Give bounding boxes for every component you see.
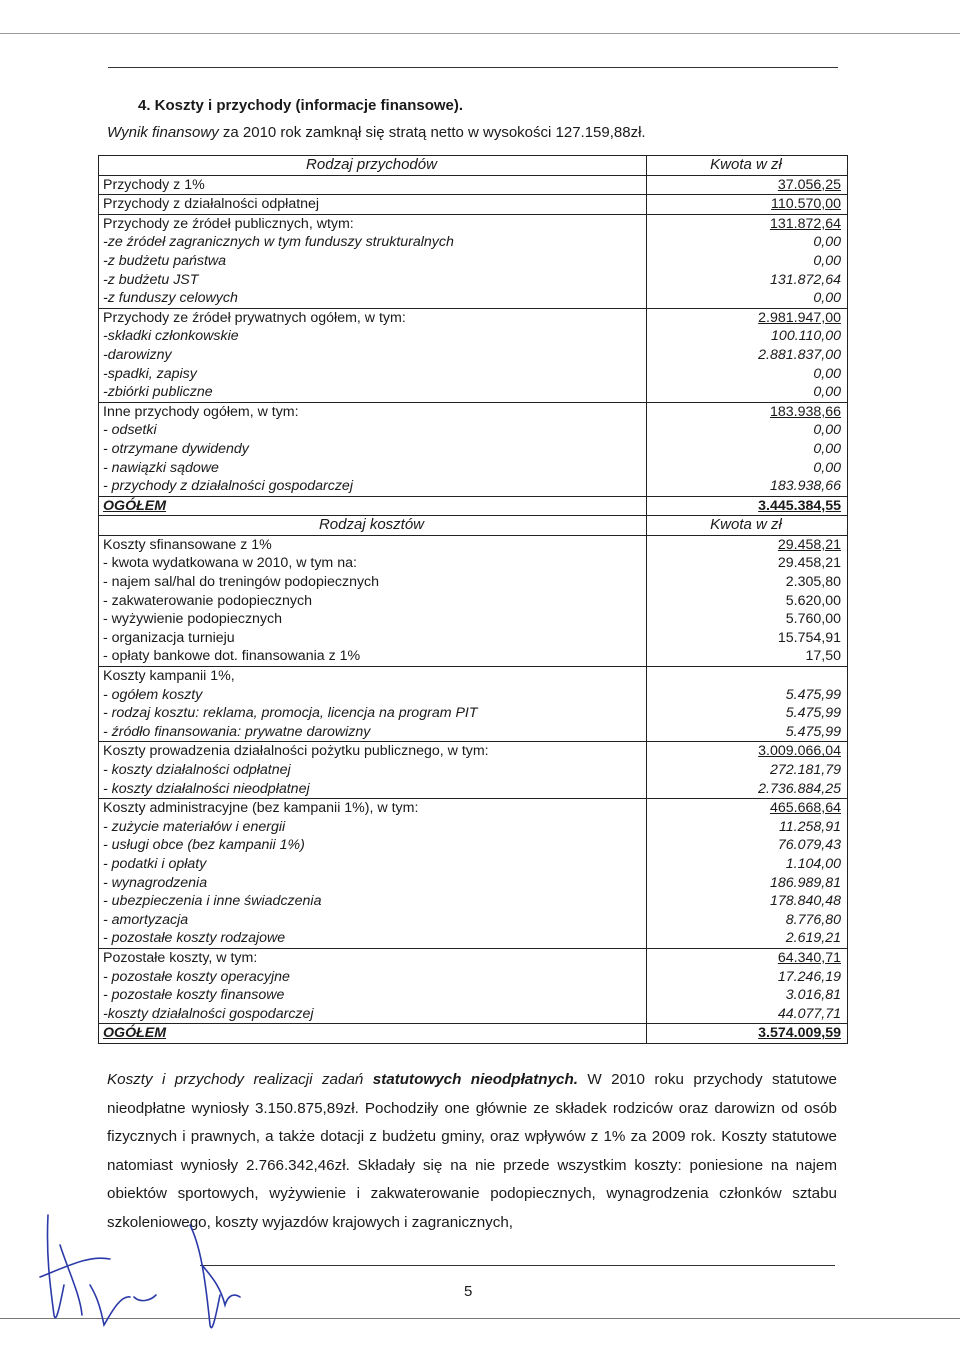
- cost-row-label: - koszty działalności nieodpłatnej: [103, 780, 310, 797]
- cost-row: [99, 948, 848, 967]
- income-row-label: Przychody ze źródeł publicznych, wtym:: [99, 214, 647, 233]
- income-row: [99, 195, 848, 215]
- section-heading: 4. Koszty i przychody (informacje finansowe).: [138, 97, 464, 114]
- footer-rule: [200, 1265, 835, 1266]
- income-row-label: -z funduszy celowych: [103, 290, 238, 307]
- financial-summary: [107, 124, 646, 141]
- cost-row-value: 17,50: [647, 647, 848, 666]
- cost-row: [99, 667, 848, 686]
- cost-row-label: - pozostałe koszty rodzajowe: [103, 930, 286, 947]
- cost-row-value: 15.754,91: [647, 629, 848, 648]
- cost-row-label: - ogółem koszty: [103, 686, 203, 703]
- income-row-value: 0,00: [647, 440, 848, 459]
- income-row-value: 0,00: [647, 383, 848, 402]
- cost-row: [99, 554, 848, 573]
- income-header-label: Rodzaj przychodów: [99, 156, 647, 176]
- income-row-value: 131.872,64: [647, 271, 848, 290]
- cost-total-value: 3.574.009,59: [647, 1024, 848, 1044]
- cost-row-label: - wyżywienie podopiecznych: [103, 611, 283, 628]
- income-row: [99, 175, 848, 195]
- cost-row-label: - ubezpieczenia i inne świadczenia: [103, 893, 322, 910]
- income-row-value: 183.938,66: [647, 402, 848, 421]
- cost-row-label: - opłaty bankowe dot. finansowania z 1%: [103, 648, 361, 665]
- cost-row: [99, 855, 848, 874]
- cost-row-value: 5.475,99: [647, 686, 848, 705]
- income-row-label: -składki członkowskie: [103, 328, 239, 345]
- paragraph-bold-lead: statutowych nieodpłatnych.: [372, 1071, 578, 1088]
- income-row-label: -z budżetu państwa: [103, 252, 227, 269]
- income-row-value: 183.938,66: [647, 477, 848, 496]
- paragraph-italic-lead: Koszty i przychody realizacji zadań: [107, 1071, 373, 1088]
- cost-row: [99, 592, 848, 611]
- income-row: [99, 289, 848, 308]
- income-row-value: 0,00: [647, 233, 848, 252]
- cost-row-value: 5.475,99: [647, 723, 848, 742]
- cost-row-label: Koszty prowadzenia działalności pożytku publicznego, w tym:: [99, 742, 647, 761]
- cost-row: [99, 610, 848, 629]
- cost-row-value: 465.668,64: [647, 799, 848, 818]
- cost-row-value: 64.340,71: [647, 948, 848, 967]
- cost-row: [99, 911, 848, 930]
- cost-row-label: - amortyzacja: [103, 911, 189, 928]
- paragraph-text: W 2010 roku przychody statutowe nieodpłatne wyniosły 3.150.875,89zł. Pochodziły one głównie ze składek rodziców oraz darowizn od osób fizycznych i prawnych, a także dotacji z budżetu gminy, oraz wpływów z 1% za 2009 rok. Koszty statutowe natomiast wyniosły 2.766.342,46zł. Składały się na nie przede wszystkim koszty: poniesione na najem obiektów sportowych, wyżywienie i zakwaterowanie podopiecznych, wynagrodzenia członków sztabu szkoleniowego, koszty wyjazdów krajowych i zagranicznych,: [107, 1071, 837, 1231]
- income-row-label: - nawiązki sądowe: [103, 459, 219, 476]
- income-row-value: 100.110,00: [647, 327, 848, 346]
- income-row-label: Przychody z działalności odpłatnej: [99, 195, 647, 215]
- cost-row-label: -koszty działalności gospodarczej: [103, 1005, 314, 1022]
- cost-row-label: - wynagrodzenia: [103, 874, 208, 891]
- income-total-label: OGÓŁEM: [99, 496, 647, 516]
- income-row-label: - odsetki: [103, 422, 157, 439]
- top-rule: [0, 33, 960, 34]
- cost-row-label: - podatki i opłaty: [103, 855, 207, 872]
- cost-row-label: - źródło finansowania: prywatne darowizny: [103, 723, 371, 740]
- cost-row: [99, 1005, 848, 1024]
- cost-row-label: - rodzaj kosztu: reklama, promocja, licencja na program PIT: [103, 705, 478, 722]
- cost-row: [99, 986, 848, 1005]
- cost-row: [99, 629, 848, 648]
- cost-row-value: 44.077,71: [647, 1005, 848, 1024]
- cost-row-label: - koszty działalności odpłatnej: [103, 762, 291, 778]
- income-row: [99, 383, 848, 402]
- cost-row: [99, 929, 848, 948]
- cost-row: [99, 535, 848, 554]
- income-row: [99, 459, 848, 478]
- income-row: [99, 233, 848, 252]
- cost-row-value: 2.305,80: [647, 573, 848, 592]
- cost-row-value: 11.258,91: [647, 818, 848, 837]
- cost-header-row: [99, 516, 848, 536]
- income-row: [99, 440, 848, 459]
- cost-row-value: 1.104,00: [647, 855, 848, 874]
- cost-row-label: - zakwaterowanie podopiecznych: [103, 592, 312, 609]
- cost-row-label: - kwota wydatkowana w 2010, w tym na:: [103, 555, 357, 572]
- cost-total-row: [99, 1024, 848, 1044]
- cost-row: [99, 647, 848, 666]
- income-row: [99, 214, 848, 233]
- income-row-label: Przychody ze źródeł prywatnych ogółem, w tym:: [99, 308, 647, 327]
- cost-header-amount: Kwota w zł: [647, 516, 848, 536]
- cost-total-label: OGÓŁEM: [99, 1024, 647, 1044]
- cost-row-label: Koszty kampanii 1%,: [99, 667, 647, 686]
- summary-text: za 2010 rok zamknął się stratą netto w wysokości 127.159,88zł.: [218, 124, 646, 141]
- cost-row-value: 5.620,00: [647, 592, 848, 611]
- income-row: [99, 327, 848, 346]
- income-row-label: -darowizny: [103, 346, 172, 363]
- income-row: [99, 477, 848, 496]
- cost-row-value: 3.016,81: [647, 986, 848, 1005]
- cost-row: [99, 742, 848, 761]
- income-row-label: - otrzymane dywidendy: [103, 440, 249, 457]
- income-row-value: 0,00: [647, 252, 848, 271]
- cost-row: [99, 874, 848, 893]
- income-row: [99, 421, 848, 440]
- cost-row-value: 17.246,19: [647, 968, 848, 987]
- income-row-label: Przychody z 1%: [99, 175, 647, 195]
- cost-row-value: 5.475,99: [647, 704, 848, 723]
- cost-row-label: - usługi obce (bez kampanii 1%): [103, 837, 305, 854]
- cost-row-value: 186.989,81: [647, 874, 848, 893]
- cost-row: [99, 723, 848, 742]
- cost-row-value: 5.760,00: [647, 610, 848, 629]
- income-row-value: 2.881.837,00: [647, 346, 848, 365]
- cost-row-value: 178.840,48: [647, 892, 848, 911]
- cost-row: [99, 968, 848, 987]
- income-row-value: 2.981.947,00: [647, 308, 848, 327]
- cost-row: [99, 780, 848, 799]
- income-row-value: 0,00: [647, 421, 848, 440]
- page-number: 5: [464, 1283, 473, 1300]
- cost-row-label: Koszty sfinansowane z 1%: [99, 535, 647, 554]
- finance-table: [98, 155, 848, 1044]
- income-row-label: -zbiórki publiczne: [103, 384, 213, 401]
- cost-row-value: 2.619,21: [647, 929, 848, 948]
- income-row-label: - przychody z działalności gospodarczej: [103, 478, 353, 495]
- cost-row: [99, 704, 848, 723]
- cost-row-value: [647, 667, 848, 686]
- cost-row-value: 29.458,21: [647, 535, 848, 554]
- cost-row-value: 2.736.884,25: [647, 780, 848, 799]
- income-row-value: 0,00: [647, 459, 848, 478]
- income-row-label: -z budżetu JST: [103, 271, 199, 288]
- income-row-label: Inne przychody ogółem, w tym:: [99, 402, 647, 421]
- income-row-value: 37.056,25: [647, 175, 848, 195]
- cost-row: [99, 892, 848, 911]
- income-total-row: [99, 496, 848, 516]
- cost-row-label: Koszty administracyjne (bez kampanii 1%), w tym:: [99, 799, 647, 818]
- income-row: [99, 271, 848, 290]
- cost-row: [99, 799, 848, 818]
- cost-row-label: - najem sal/hal do treningów podopiecznych: [103, 574, 380, 591]
- summary-italic: Wynik finansowy: [107, 124, 219, 141]
- cost-row: [99, 761, 848, 780]
- income-row: [99, 346, 848, 365]
- income-row-label: -spadki, zapisy: [103, 365, 197, 382]
- income-total-value: 3.445.384,55: [647, 496, 848, 516]
- income-row-value: 0,00: [647, 365, 848, 384]
- cost-row: [99, 573, 848, 592]
- income-row-value: 131.872,64: [647, 214, 848, 233]
- income-row-label: -ze źródeł zagranicznych w tym funduszy strukturalnych: [103, 234, 454, 251]
- cost-row-label: - zużycie materiałów i energii: [103, 818, 286, 835]
- income-row: [99, 365, 848, 384]
- cost-row-value: 76.079,43: [647, 836, 848, 855]
- cost-row-label: - organizacja turnieju: [103, 629, 235, 646]
- cost-row-label: Pozostałe koszty, w tym:: [99, 948, 647, 967]
- cost-row-label: - pozostałe koszty finansowe: [103, 987, 285, 1004]
- income-row: [99, 402, 848, 421]
- cost-row-value: 8.776,80: [647, 911, 848, 930]
- header-rule: [108, 67, 838, 68]
- income-row: [99, 308, 848, 327]
- income-row-value: 0,00: [647, 289, 848, 308]
- cost-row: [99, 836, 848, 855]
- income-row-value: 110.570,00: [647, 195, 848, 215]
- cost-row-value: 29.458,21: [647, 554, 848, 573]
- cost-row: [99, 686, 848, 705]
- income-row: [99, 252, 848, 271]
- income-header-amount: Kwota w zł: [647, 156, 848, 176]
- cost-row: [99, 818, 848, 837]
- cost-row-value: 3.009.066,04: [647, 742, 848, 761]
- income-header-row: [99, 156, 848, 176]
- cost-row-value: 272.181,79: [647, 761, 848, 780]
- signature-image: [30, 1185, 260, 1345]
- cost-header-label: Rodzaj kosztów: [99, 516, 647, 536]
- cost-row-label: - pozostałe koszty operacyjne: [103, 968, 290, 985]
